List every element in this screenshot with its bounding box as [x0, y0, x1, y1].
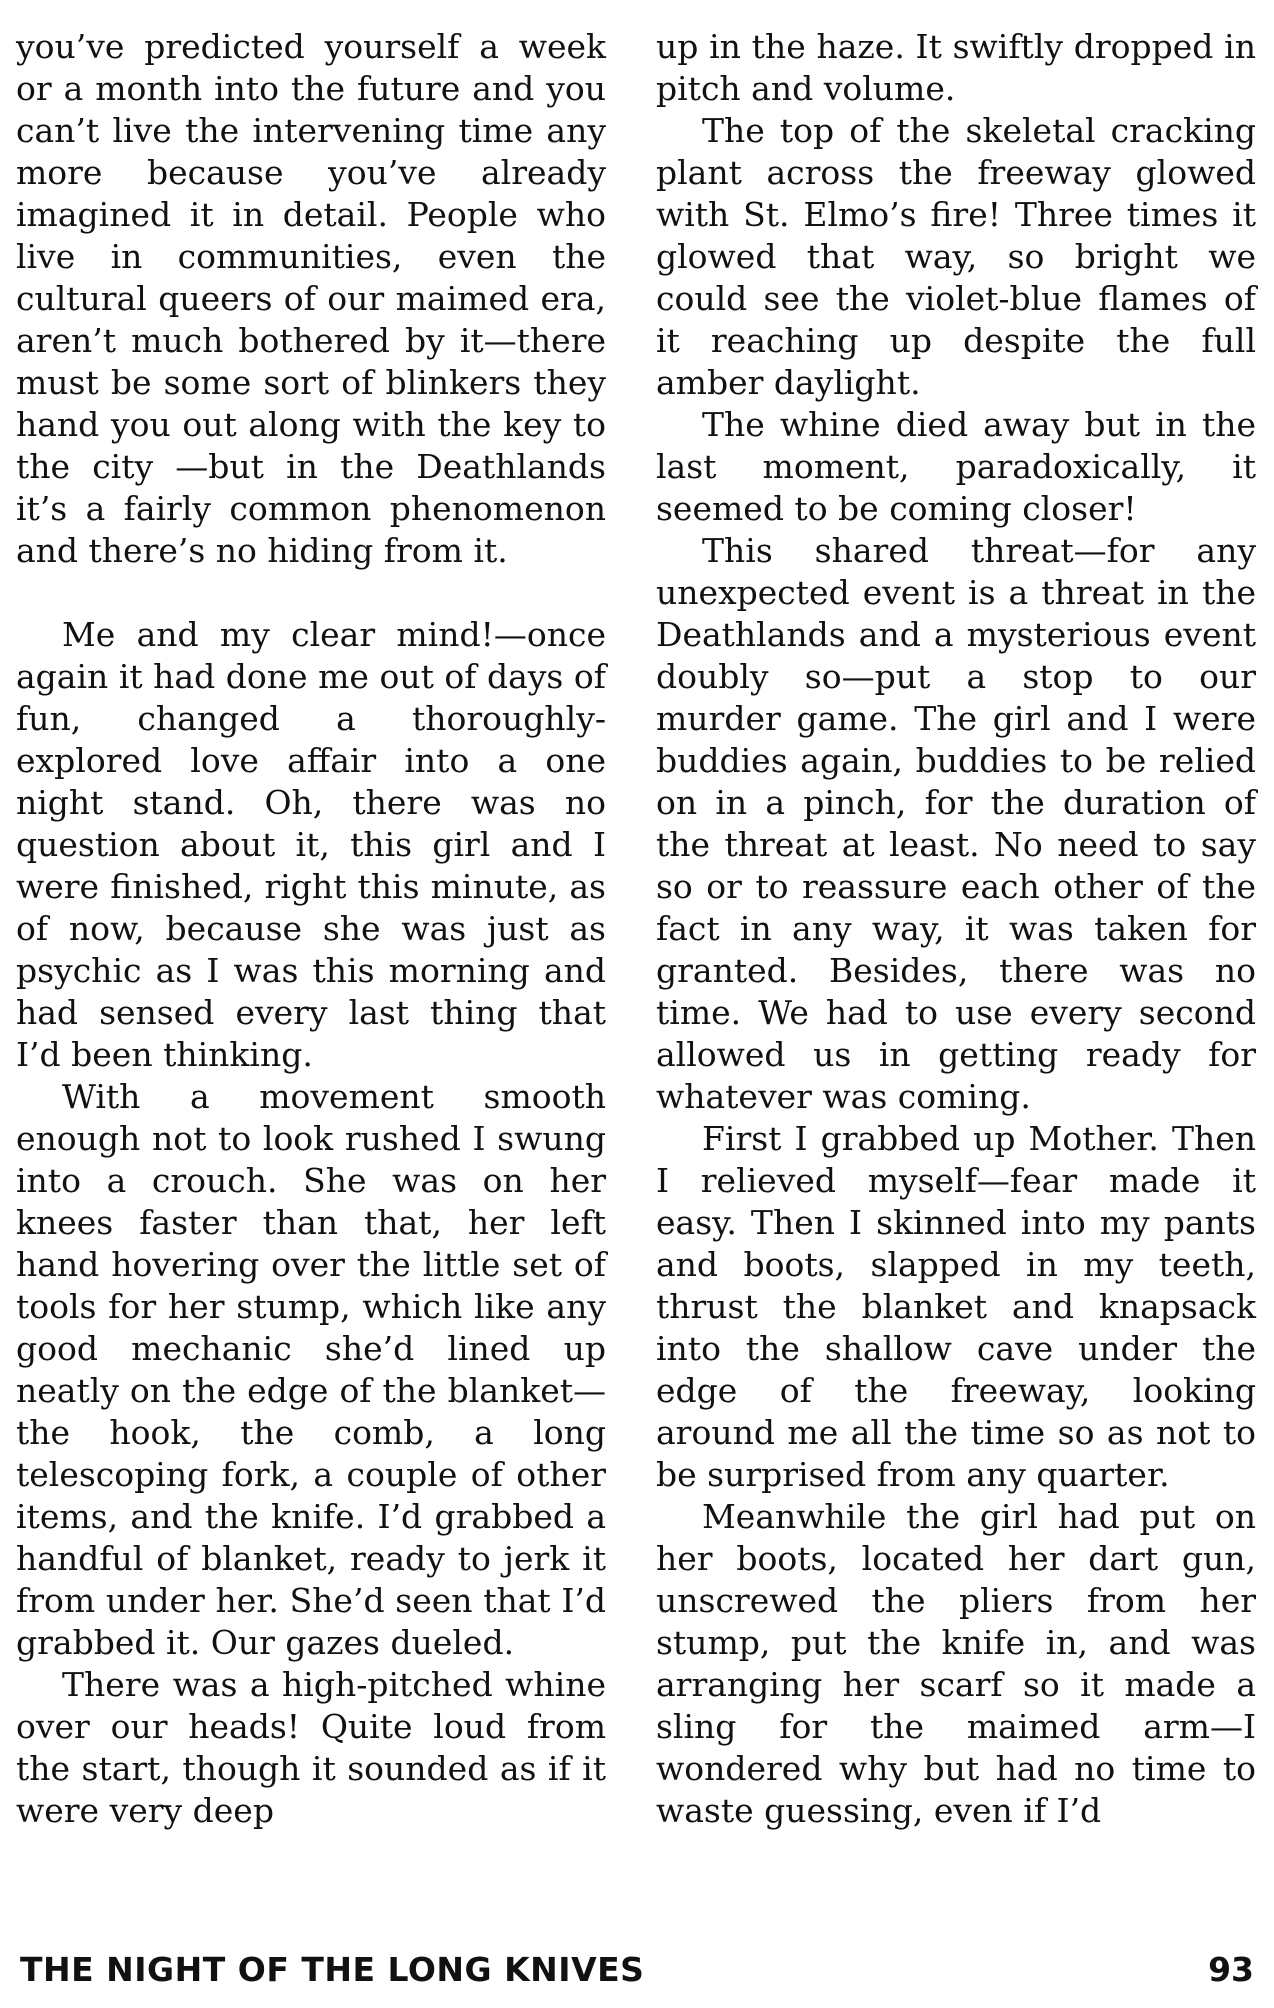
paragraph: Meanwhile the girl had put on her boots, located her dart gun, unscrewed the pliers from her stump, put the knife in, and was arranging her scarf so it made a sling for the maimed arm—I wondered why but had no time to waste guessing, even if I’d — [656, 1497, 1256, 1830]
paragraph: There was a high-pitched whine over our heads! Quite loud from the start, though it sounded as if it were very deep — [16, 1665, 606, 1830]
left-text-column — [16, 26, 606, 1832]
page-number: 93 — [1208, 1950, 1254, 1989]
page-footer — [20, 1948, 1254, 1992]
paragraph: First I grabbed up Mother. Then I relieved myself—fear made it easy. Then I skinned into my pants and boots, slapped in my teeth, thrust the blanket and knapsack into the shallow cave under the edge of the freeway, looking around me all the time so as not to be surprised from any quarter. — [656, 1119, 1256, 1494]
paragraph-continued: you’ve predicted yourself a week or a month into the future and you can’t live the intervening time any more because you’ve already imagined it in detail. People who live in communities, even the cultural queers of our maimed era, aren’t much bothered by it—there must be some sort of blinkers they hand you out along with the key to the city —but in the Deathlands it’s a fairly common phenomenon and there’s no hiding from it. — [16, 27, 606, 570]
right-text-column — [656, 26, 1256, 1832]
running-title: THE NIGHT OF THE LONG KNIVES — [20, 1950, 645, 1989]
paragraph: The top of the skeletal cracking plant across the freeway glowed with St. Elmo’s fire! Three times it glowed that way, so bright we could see the violet-blue flames of it reaching up despite the full amber daylight. — [656, 111, 1256, 402]
paragraph: The whine died away but in the last moment, paradoxically, it seemed to be coming closer! — [656, 405, 1256, 528]
paragraph: With a movement smooth enough not to look rushed I swung into a crouch. She was on her knees faster than that, her left hand hovering over the little set of tools for her stump, which like any good mechanic she’d lined up neatly on the edge of the blanket—the hook, the comb, a long telescoping fork, a couple of other items, and the knife. I’d grabbed a handful of blanket, ready to jerk it from under her. She’d seen that I’d grabbed it. Our gazes dueled. — [16, 1077, 606, 1662]
paragraph: This shared threat—for any unexpected event is a threat in the Deathlands and a mysterious event doubly so—put a stop to our murder game. The girl and I were buddies again, buddies to be relied on in a pinch, for the duration of the threat at least. No need to say so or to reassure each other of the fact in any way, it was taken for granted. Besides, there was no time. We had to use every second allowed us in getting ready for whatever was coming. — [656, 531, 1256, 1116]
paragraph: Me and my clear mind!—once again it had done me out of days of fun, changed a thoroughly-explored love affair into a one night stand. Oh, there was no question about it, this girl and I were finished, right this minute, as of now, because she was just as psychic as I was this morning and had sensed every last thing that I’d been thinking. — [16, 615, 606, 1074]
paragraph-continued: up in the haze. It swiftly dropped in pitch and volume. — [656, 27, 1256, 108]
